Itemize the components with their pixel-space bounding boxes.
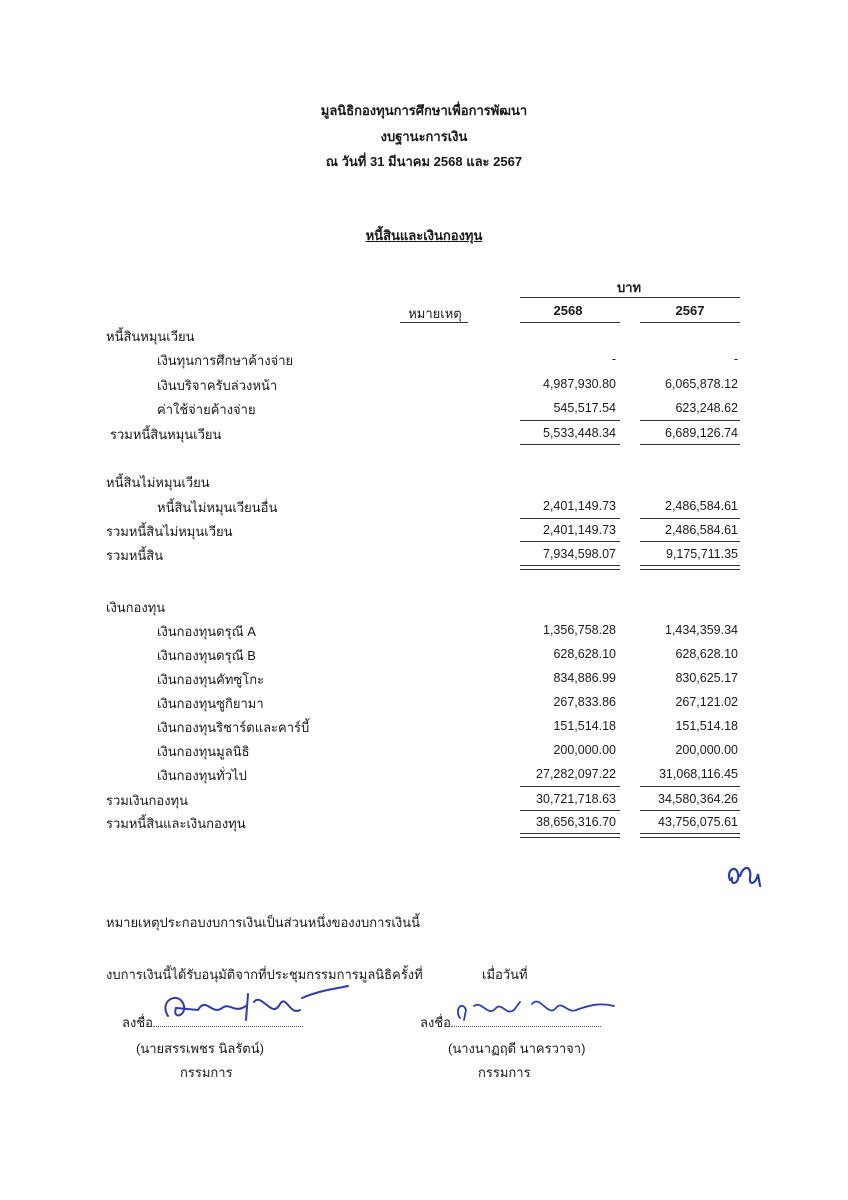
fund-label: เงินกองทุนดรุณี B xyxy=(157,648,256,663)
noncurrent-liabilities-total-2568: 2,401,149.73 xyxy=(543,523,616,537)
subtotal-line xyxy=(640,810,740,811)
line-item-value-2567: 623,248.62 xyxy=(675,401,738,415)
fund-label: เงินกองทุนคัทซูโกะ xyxy=(157,672,265,687)
double-underline xyxy=(520,833,620,838)
funds-total-2567: 34,580,364.26 xyxy=(658,792,738,806)
current-liabilities-total-2568: 5,533,448.34 xyxy=(543,426,616,440)
signer-2-name: (นางนาฏฤดี นาครวาจา) xyxy=(448,1041,586,1056)
total-line xyxy=(640,444,740,445)
fund-value-2568: 628,628.10 xyxy=(553,647,616,661)
grand-total-2567: 43,756,075.61 xyxy=(658,815,738,829)
noncurrent-liabilities-total-2567: 2,486,584.61 xyxy=(665,523,738,537)
fund-value-2568: 200,000.00 xyxy=(553,743,616,757)
line-item-label: เงินบริจาครับล่วงหน้า xyxy=(157,378,278,393)
line-item-value-2568: 4,987,930.80 xyxy=(543,377,616,391)
total-line xyxy=(520,444,620,445)
fund-value-2568: 151,514.18 xyxy=(553,719,616,733)
currency-underline xyxy=(520,297,740,298)
fund-value-2567: 1,434,359.34 xyxy=(665,623,738,637)
double-underline xyxy=(640,833,740,838)
note-column-header: หมายเหตุ xyxy=(408,306,462,321)
initials-signature xyxy=(722,856,772,892)
signer-1-title: กรรมการ xyxy=(180,1065,233,1080)
subtotal-line xyxy=(520,518,620,519)
grand-total-label: รวมหนี้สินและเงินกองทุน xyxy=(106,816,246,831)
currency-label: บาท xyxy=(616,280,642,295)
line-item-label: หนี้สินไม่หมุนเวียนอื่น xyxy=(157,500,278,515)
line-item-value-2568: 545,517.54 xyxy=(553,401,616,415)
fund-value-2568: 27,282,097.22 xyxy=(536,767,616,781)
fund-value-2567: 31,068,116.45 xyxy=(658,767,738,781)
total-liabilities-label: รวมหนี้สิน xyxy=(106,548,164,563)
line-item-value-2568: - xyxy=(611,352,616,366)
statement-date: ณ วันที่ 31 มีนาคม 2568 และ 2567 xyxy=(325,154,523,169)
signature-1 xyxy=(150,980,350,1030)
line-item-value-2567: - xyxy=(733,352,738,366)
signature-2 xyxy=(448,988,618,1028)
fund-value-2568: 834,886.99 xyxy=(553,671,616,685)
fund-value-2567: 628,628.10 xyxy=(675,647,738,661)
fund-label: เงินกองทุนทั่วไป xyxy=(157,768,247,783)
line-item-label: เงินทุนการศึกษาค้างจ่าย xyxy=(157,353,294,368)
statement-title: งบฐานะการเงิน xyxy=(380,129,468,144)
subtotal-line xyxy=(520,541,620,542)
approval-text: งบการเงินนี้ได้รับอนุมัติจากที่ประชุมกรรมการมูลนิธิครั้งที่ xyxy=(106,967,423,982)
section-title: หนี้สินและเงินกองทุน xyxy=(365,228,483,243)
funds-total-label: รวมเงินกองทุน xyxy=(106,793,189,808)
organization-name: มูลนิธิกองทุนการศึกษาเพื่อการพัฒนา xyxy=(320,103,528,118)
subtotal-line xyxy=(640,786,740,787)
funds-total-2568: 30,721,718.63 xyxy=(536,792,616,806)
fund-label: เงินกองทุนซูกิยามา xyxy=(157,696,264,711)
sign-prefix: ลงชื่อ xyxy=(122,1015,153,1030)
year-2567-underline xyxy=(640,322,740,323)
line-item-label: ค่าใช้จ่ายค้างจ่าย xyxy=(157,402,256,417)
signer-2-title: กรรมการ xyxy=(478,1065,531,1080)
current-liabilities-total-label: รวมหนี้สินหมุนเวียน xyxy=(110,427,222,442)
subtotal-line xyxy=(520,810,620,811)
note-underline xyxy=(400,322,468,323)
double-underline xyxy=(520,565,620,570)
sign-prefix: ลงชื่อ xyxy=(420,1015,451,1030)
year-2568-underline xyxy=(520,322,620,323)
fund-value-2568: 267,833.86 xyxy=(553,695,616,709)
line-item-value-2567: 6,065,878.12 xyxy=(665,377,738,391)
current-liabilities-heading: หนี้สินหมุนเวียน xyxy=(106,329,195,344)
noncurrent-liabilities-heading: หนี้สินไม่หมุนเวียน xyxy=(106,475,210,490)
signer-1-name: (นายสรรเพชร นิลรัตน์) xyxy=(136,1041,264,1056)
double-underline xyxy=(640,565,740,570)
fund-label: เงินกองทุนมูลนิธิ xyxy=(157,744,250,759)
fund-value-2567: 267,121.02 xyxy=(675,695,738,709)
fund-value-2567: 151,514.18 xyxy=(675,719,738,733)
noncurrent-liabilities-total-label: รวมหนี้สินไม่หมุนเวียน xyxy=(106,524,233,539)
subtotal-line xyxy=(520,420,620,421)
fund-value-2568: 1,356,758.28 xyxy=(543,623,616,637)
total-liabilities-2568: 7,934,598.07 xyxy=(543,547,616,561)
fund-label: เงินกองทุนดรุณี A xyxy=(157,624,256,639)
subtotal-line xyxy=(640,518,740,519)
footnote: หมายเหตุประกอบงบการเงินเป็นส่วนหนึ่งของงบการเงินนี้ xyxy=(106,915,420,930)
fund-label: เงินกองทุนริชาร์ดและคาร์บี้ xyxy=(157,720,310,735)
fund-value-2567: 830,625.17 xyxy=(675,671,738,685)
subtotal-line xyxy=(520,786,620,787)
funds-heading: เงินกองทุน xyxy=(106,600,166,615)
subtotal-line xyxy=(640,420,740,421)
approval-date-label: เมื่อวันที่ xyxy=(482,967,528,982)
year-2567-header: 2567 xyxy=(675,303,705,318)
total-liabilities-2567: 9,175,711.35 xyxy=(665,547,738,561)
line-item-value-2568: 2,401,149.73 xyxy=(543,499,616,513)
year-2568-header: 2568 xyxy=(553,303,583,318)
grand-total-2568: 38,656,316.70 xyxy=(536,815,616,829)
line-item-value-2567: 2,486,584.61 xyxy=(665,499,738,513)
current-liabilities-total-2567: 6,689,126.74 xyxy=(665,426,738,440)
subtotal-line xyxy=(640,541,740,542)
fund-value-2567: 200,000.00 xyxy=(675,743,738,757)
